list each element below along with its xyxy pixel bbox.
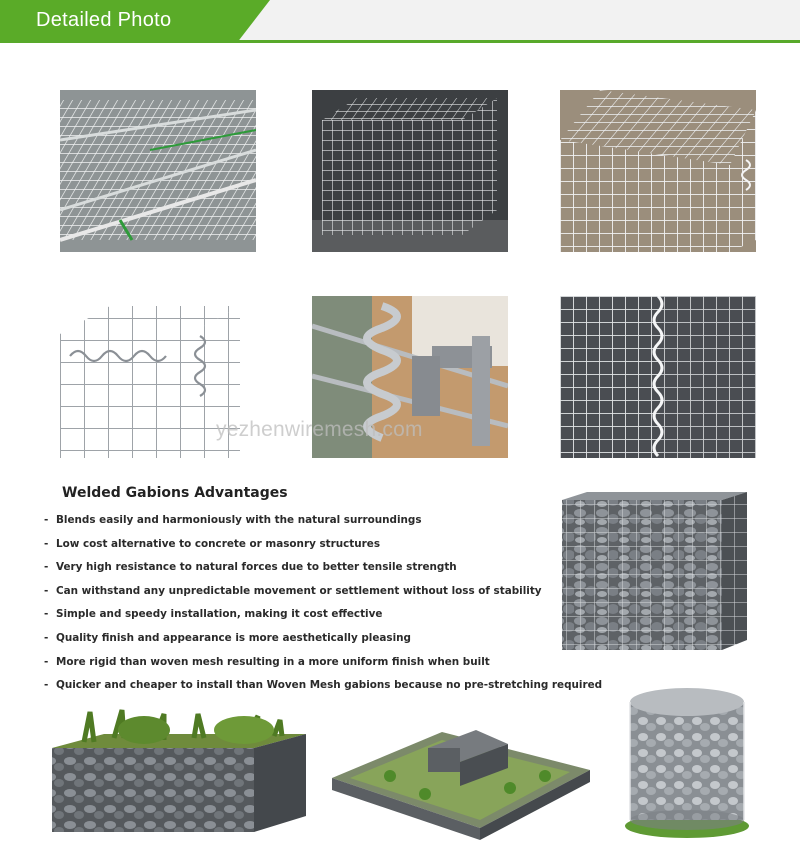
watermark: yezhenwiremesh.com	[216, 418, 423, 441]
advantages-list	[44, 514, 602, 703]
list-item: - Simple and speedy installation, making it cost effective	[44, 608, 383, 621]
list-item: - Quality finish and appearance is more aesthetically pleasing	[44, 631, 411, 644]
photo-gabion-long	[560, 90, 756, 252]
gabion-planter-bed	[44, 708, 308, 836]
gabion-cylinder	[620, 684, 754, 840]
photo-mesh-closeup	[560, 296, 756, 458]
photo-gabion-box	[312, 90, 508, 252]
list-item: - Very high resistance to natural forces due to better tensile strength	[44, 561, 457, 574]
list-item: - Blends easily and harmoniously with the natural surroundings	[44, 514, 422, 526]
wire-mesh-panels-icon	[60, 90, 256, 252]
list-item: - Can withstand any unpredictable movement or settlement without loss of stability	[44, 584, 542, 597]
photo-mesh-panels	[60, 90, 256, 252]
header-underline	[0, 40, 800, 43]
wire-gabion-box-icon	[312, 90, 508, 252]
advantages-title: Welded Gabions Advantages	[62, 485, 288, 501]
list-item: - Quicker and cheaper to install than Woven Mesh gabions because no pre-stretching required	[44, 679, 603, 692]
stone-gabion-wall	[552, 490, 752, 660]
page-title: Detailed Photo	[36, 9, 172, 31]
list-item: - Low cost alternative to concrete or masonry structures	[44, 537, 381, 550]
list-item: - More rigid than woven mesh resulting in a more uniform finish when built	[44, 655, 490, 668]
gabion-square-bed	[330, 718, 592, 840]
gabion-box-long-icon	[560, 90, 756, 252]
welded-mesh-closeup-icon	[560, 296, 756, 458]
